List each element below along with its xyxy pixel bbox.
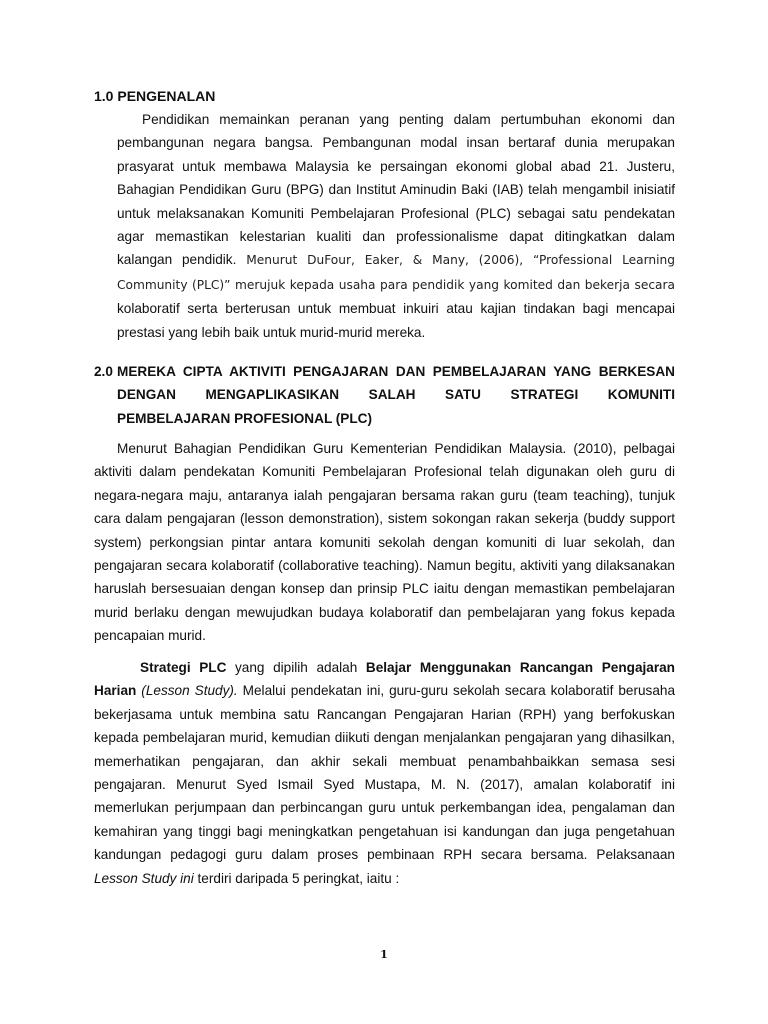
- section-2-paragraph-2: Strategi PLC yang dipilih adalah Belajar Menggunakan Rancangan Pengajaran Harian (Lesson Study). Melalui pendekatan ini, guru-guru sekolah secara kolaboratif berusaha bekerjasama untuk membina satu Rancangan Pengajaran Harian (RPH) yang berfokuskan kepada pembelajaran murid, kemudian diikuti dengan menjalankan pengajaran yang dihasilkan, memerhatikan pengajaran, dan akhir sekali membuat penambahbaikkan semasa sesi pengajaran. Menurut Syed Ismail Syed Mustapa, M. N. (2017), amalan kolaboratif ini memerlukan perjumpaan dan perbincangan guru untuk perkembangan idea, pengalaman dan kemahiran yang tinggi bagi meningkatkan pengetahuan isi kandungan dan juga pengetahuan kandungan pedagogi guru dalam proses pembinaan RPH secara bersama. Pelaksanaan Lesson Study ini terdiri daripada 5 peringkat, iaitu :: [94, 660, 676, 886]
- section-1-paragraph: [117, 108, 675, 344]
- section-2-heading: [94, 360, 675, 430]
- section-2-heading-line-3: PEMBELAJARAN PROFESIONAL (PLC): [117, 410, 373, 426]
- section-2-heading-line-2: DENGAN MENGAPLIKASIKAN SALAH SATU STRATEGI KOMUNITI: [117, 387, 675, 403]
- section-2-paragraph-1: Menurut Bahagian Pendidikan Guru Kementerian Pendidikan Malaysia. (2010), pelbagai aktiviti dalam pendekatan Komuniti Pembelajaran Profesional telah digunakan oleh guru di negara-negara maju, antaranya ialah pengajaran bersama rakan guru (team teaching), tunjuk cara dalam pengajaran (lesson demonstration), sistem sokongan rakan sekerja (buddy support system) perkongsian pintar antara komuniti sekolah dengan komuniti di luar sekolah, dan pengajaran secara kolaboratif (collaborative teaching). Namun begitu, aktiviti yang dilaksanakan haruslah bersesuaian dengan konsep dan prinsip PLC iaitu dengan memastikan pembelajaran murid berlaku dengan mewujudkan budaya kolaboratif dan pembelajaran yang fokus kepada pencapaian murid.: [94, 441, 675, 644]
- intro-text: Pendidikan memainkan peranan yang penting dalam pertumbuhan ekonomi dan pembangunan negara bangsa. Pembangunan modal insan bertaraf dunia merupakan prasyarat untuk membawa Malaysia ke persaingan ekonomi global abad 21. Justeru, Bahagian Pendidikan Guru (BPG) dan Institut Aminudin Baki (IAB) telah mengambil inisiatif untuk melaksanakan Komuniti Pembelajaran Profesional (PLC) sebagai satu pendekatan agar memastikan kelestarian kualiti dan professionalisme dapat ditingkatkan dalam kalangan pendidik.: [117, 112, 675, 268]
- lesson-study-term: (Lesson Study).: [141, 683, 238, 699]
- lesson-study-term-2: Lesson Study ini: [94, 870, 194, 886]
- section-2-number: 2.0: [94, 364, 113, 379]
- strategy-label: Strategi PLC: [140, 660, 227, 675]
- page-number: 1: [380, 948, 388, 961]
- section-1-heading: 1.0 PENGENALAN: [94, 88, 216, 104]
- intro-ending-text: kolaboratif serta berterusan untuk membuat inkuiri atau kajian tindakan bagi mencapai prestasi yang lebih baik untuk murid-murid mereka.: [117, 301, 675, 340]
- dufour-citation-text: Menurut DuFour, Eaker, & Many, (2006), “Professional Learning Community (PLC)” merujuk kepada usaha para pendidik yang komited dan bekerja secara: [117, 253, 676, 292]
- strategy-name: Belajar Menggunakan Rancangan Pengajaran Harian: [94, 660, 675, 699]
- section-2-heading-line-1: 2.0 MEREKA CIPTA AKTIVITI PENGAJARAN DAN PEMBELAJARAN YANG BERKESAN: [94, 360, 675, 383]
